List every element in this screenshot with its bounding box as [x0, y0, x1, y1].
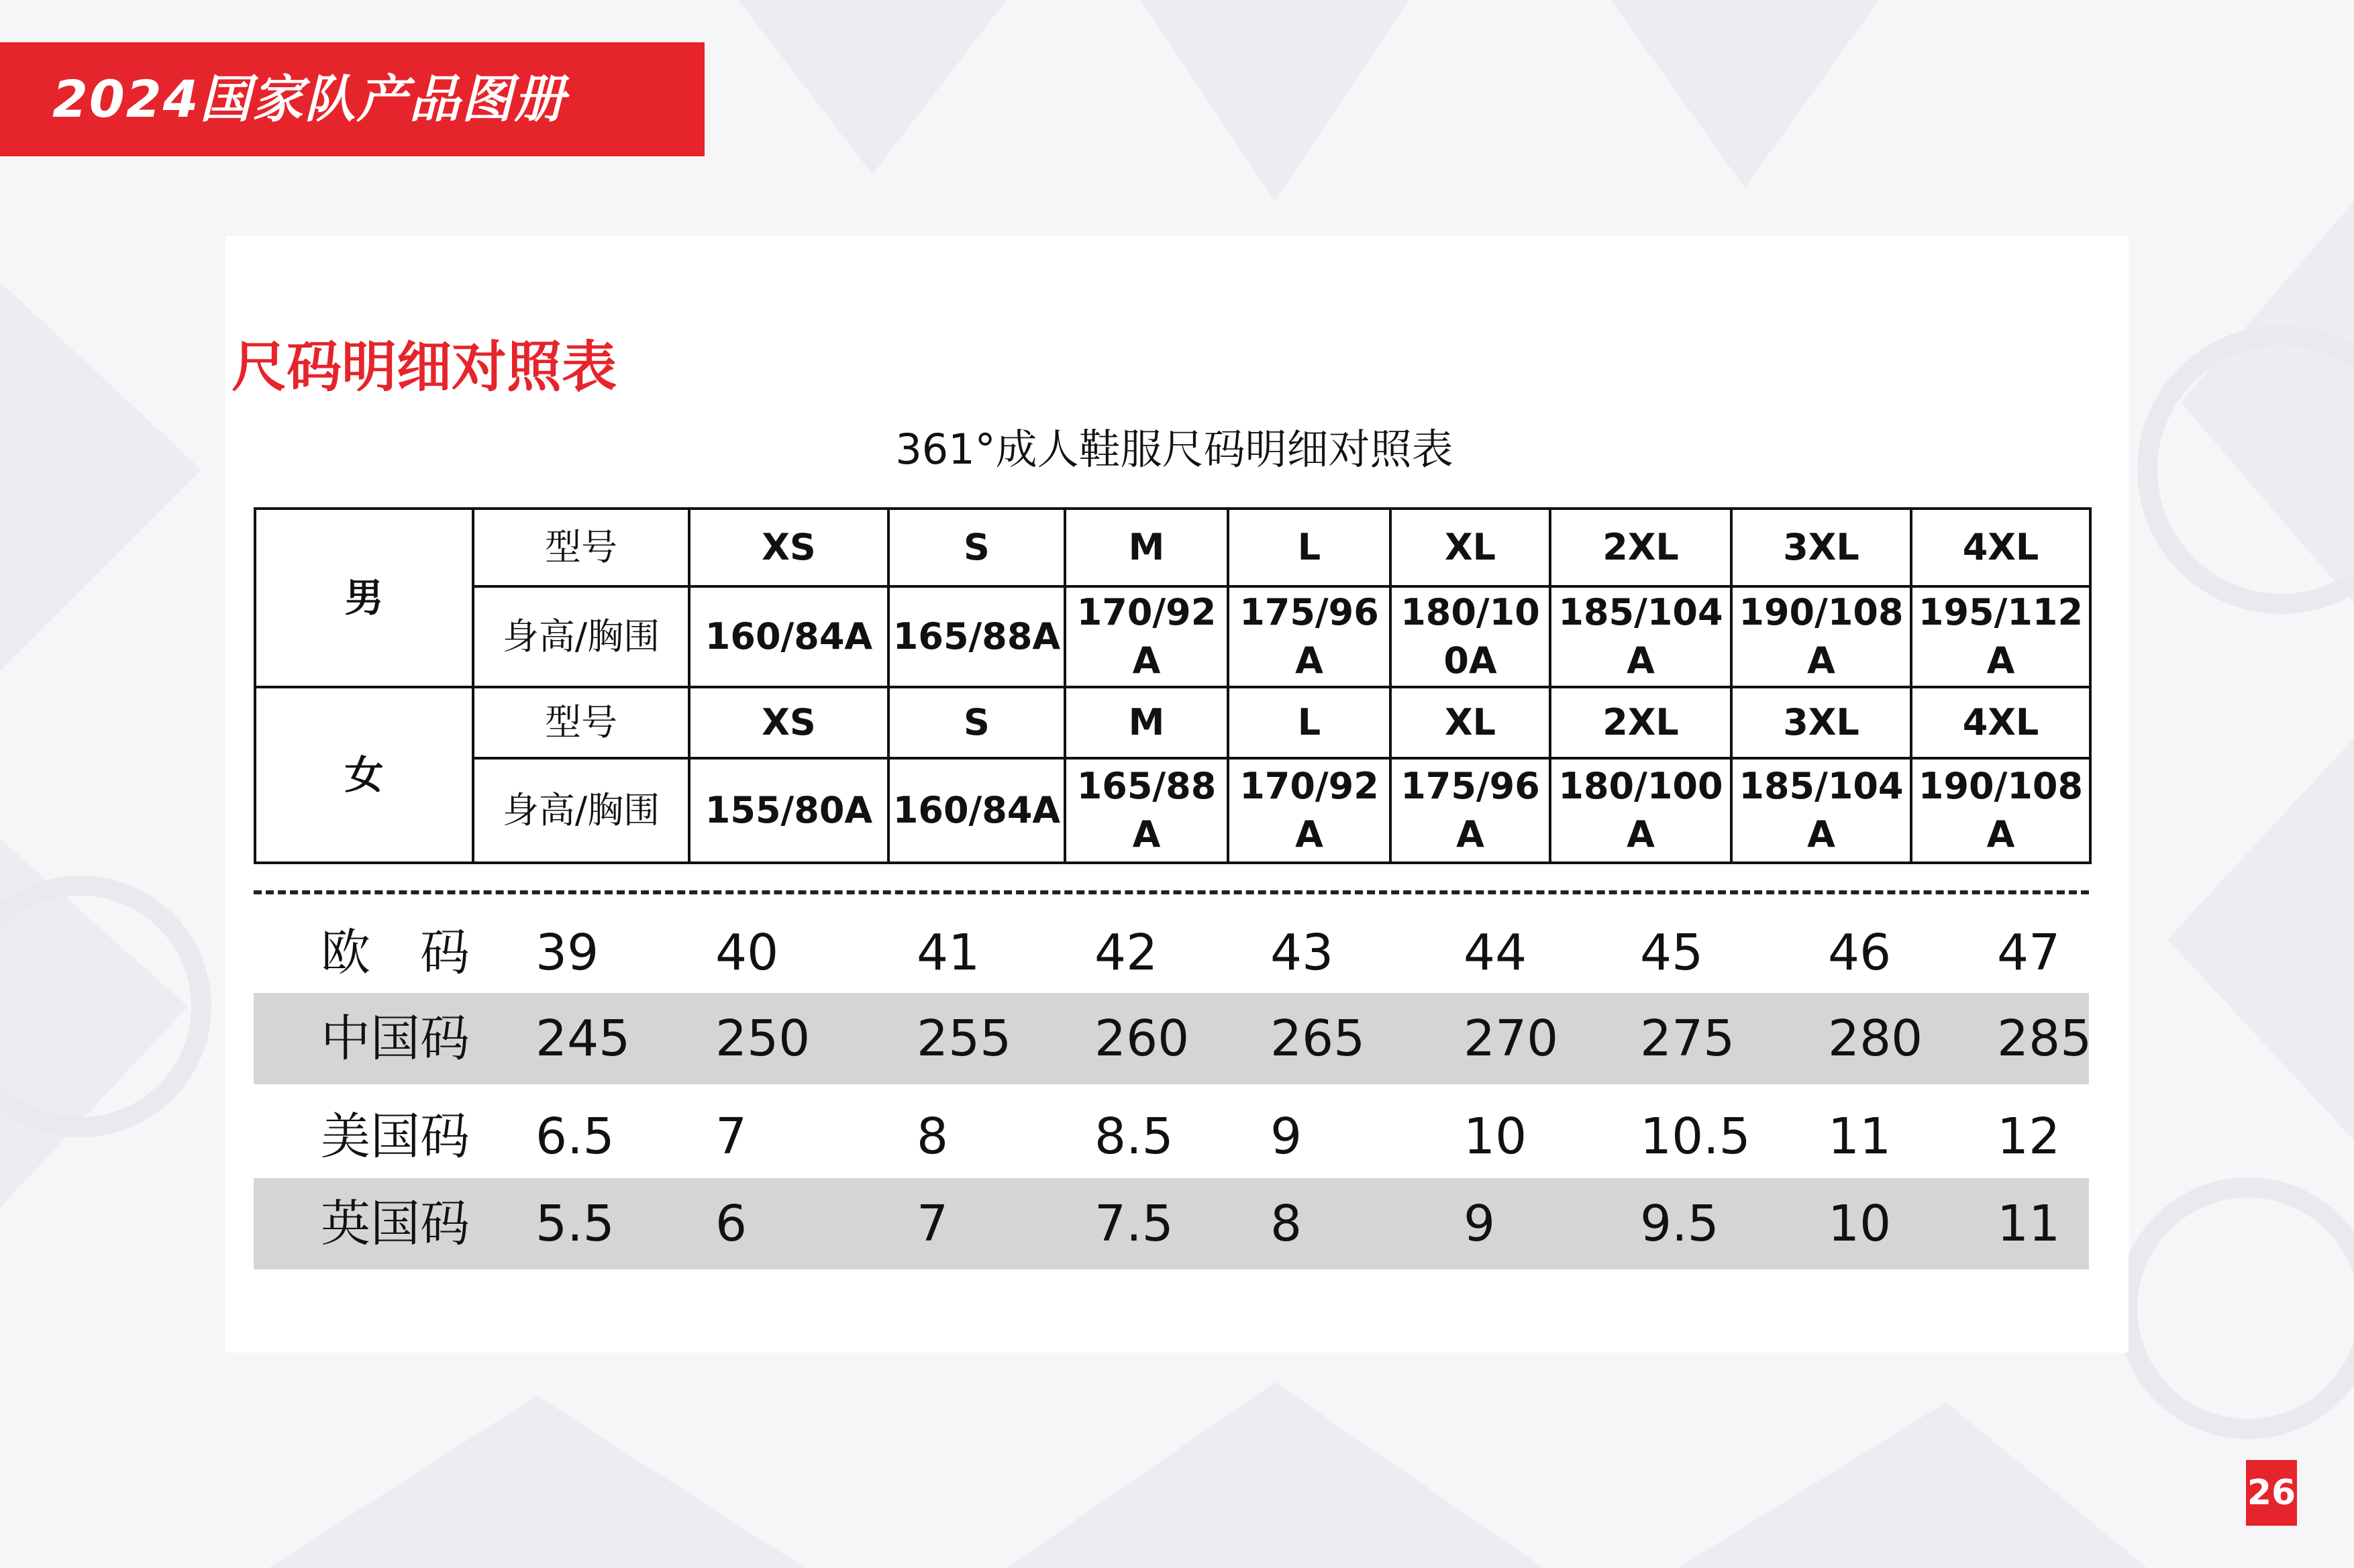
- measure-cell: 165/88A: [888, 586, 1065, 687]
- measure-cell: 180/100A: [1390, 586, 1550, 687]
- shoe-size-value: 245: [535, 1010, 631, 1067]
- measure-cell: 155/80A: [689, 758, 888, 863]
- shoe-size-value: 10: [1464, 1108, 1527, 1165]
- shoe-size-value: 265: [1270, 1010, 1366, 1067]
- model-label-cell: 型号: [473, 509, 689, 586]
- size-cell: XL: [1390, 687, 1550, 758]
- section-title: 尺码明细对照表: [232, 335, 617, 399]
- measure-cell: 170/92A: [1065, 586, 1228, 687]
- shoe-row: [254, 1091, 2089, 1182]
- shoe-size-value: 12: [1997, 1108, 2061, 1165]
- shoe-size-value: 270: [1464, 1010, 1559, 1067]
- size-cell: 3XL: [1731, 687, 1911, 758]
- shoe-size-value: 7.5: [1094, 1195, 1174, 1253]
- measure-cell: 170/92A: [1228, 758, 1390, 863]
- shoe-size-value: 9.5: [1640, 1195, 1719, 1253]
- shoe-size-value: 11: [1997, 1195, 2061, 1253]
- shoe-size-value: 40: [715, 924, 779, 982]
- shoe-size-value: 46: [1828, 924, 1892, 982]
- shoe-size-value: 47: [1997, 924, 2061, 982]
- size-cell: L: [1228, 509, 1390, 586]
- shoe-size-value: 7: [715, 1108, 748, 1165]
- measure-label-cell: 身高/胸围: [473, 586, 689, 687]
- shoe-size-value: 44: [1464, 924, 1527, 982]
- shoe-size-value: 45: [1640, 924, 1704, 982]
- shoe-size-value: 10: [1828, 1195, 1892, 1253]
- size-cell: 2XL: [1550, 687, 1731, 758]
- shoe-size-value: 10.5: [1640, 1108, 1751, 1165]
- shoe-size-value: 39: [535, 924, 599, 982]
- shoe-row: [254, 907, 2089, 998]
- measure-cell: 175/96A: [1390, 758, 1550, 863]
- shoe-size-value: 41: [917, 924, 980, 982]
- shoe-row-label: 英国码: [321, 1195, 470, 1253]
- shoe-size-value: 42: [1094, 924, 1158, 982]
- measure-cell: 165/88A: [1065, 758, 1228, 863]
- clothing-row-measure: [255, 758, 2090, 863]
- gender-cell: 男: [255, 509, 473, 687]
- size-cell: M: [1065, 687, 1228, 758]
- model-label-cell: 型号: [473, 687, 689, 758]
- shoe-size-value: 255: [917, 1010, 1012, 1067]
- shoe-row-label: 中国码: [321, 1010, 470, 1067]
- size-cell: L: [1228, 687, 1390, 758]
- size-cell: XS: [689, 509, 888, 586]
- shoe-size-value: 250: [715, 1010, 811, 1067]
- measure-cell: 160/84A: [689, 586, 888, 687]
- measure-cell: 185/104A: [1550, 586, 1731, 687]
- shoe-size-value: 8: [917, 1108, 949, 1165]
- size-cell: XS: [689, 687, 888, 758]
- measure-cell: 185/104A: [1731, 758, 1911, 863]
- shoe-size-value: 43: [1270, 924, 1334, 982]
- gender-cell: 女: [255, 687, 473, 863]
- clothing-size-table: [254, 507, 2092, 864]
- size-cell: 3XL: [1731, 509, 1911, 586]
- shoe-size-value: 6: [715, 1195, 748, 1253]
- measure-cell: 190/108A: [1911, 758, 2090, 863]
- shoe-row: [254, 993, 2092, 1084]
- shoe-size-value: 7: [917, 1195, 949, 1253]
- measure-cell: 195/112A: [1911, 586, 2090, 687]
- divider-dashed: [254, 890, 2089, 894]
- clothing-row-model: [255, 509, 2090, 586]
- shoe-size-value: 9: [1464, 1195, 1496, 1253]
- clothing-row-measure: [255, 586, 2090, 687]
- size-cell: 2XL: [1550, 509, 1731, 586]
- shoe-size-value: 275: [1640, 1010, 1735, 1067]
- shoe-size-value: 6.5: [535, 1108, 615, 1165]
- measure-cell: 175/96A: [1228, 586, 1390, 687]
- shoe-size-value: 8.5: [1094, 1108, 1174, 1165]
- measure-label-cell: 身高/胸围: [473, 758, 689, 863]
- shoe-size-value: 8: [1270, 1195, 1302, 1253]
- shoe-row-label: 美国码: [321, 1108, 470, 1165]
- shoe-row-label: 欧 码: [321, 924, 470, 982]
- size-cell: XL: [1390, 509, 1550, 586]
- shoe-size-value: 5.5: [535, 1195, 615, 1253]
- shoe-size-value: 285: [1997, 1010, 2092, 1067]
- shoe-row: [254, 1178, 2089, 1269]
- size-cell: M: [1065, 509, 1228, 586]
- measure-cell: 160/84A: [888, 758, 1065, 863]
- shoe-size-value: 11: [1828, 1108, 1892, 1165]
- clothing-row-model: [255, 687, 2090, 758]
- size-cell: S: [888, 509, 1065, 586]
- table-title: 361°成人鞋服尺码明细对照表: [895, 425, 1453, 474]
- shoe-size-value: 260: [1094, 1010, 1190, 1067]
- size-cell: 4XL: [1911, 687, 2090, 758]
- shoe-size-value: 280: [1828, 1010, 1923, 1067]
- size-cell: S: [888, 687, 1065, 758]
- size-cell: 4XL: [1911, 509, 2090, 586]
- shoe-size-value: 9: [1270, 1108, 1302, 1165]
- measure-cell: 180/100A: [1550, 758, 1731, 863]
- measure-cell: 190/108A: [1731, 586, 1911, 687]
- page-number: 26: [2246, 1460, 2297, 1526]
- header-title: 2024国家队产品图册: [52, 69, 566, 129]
